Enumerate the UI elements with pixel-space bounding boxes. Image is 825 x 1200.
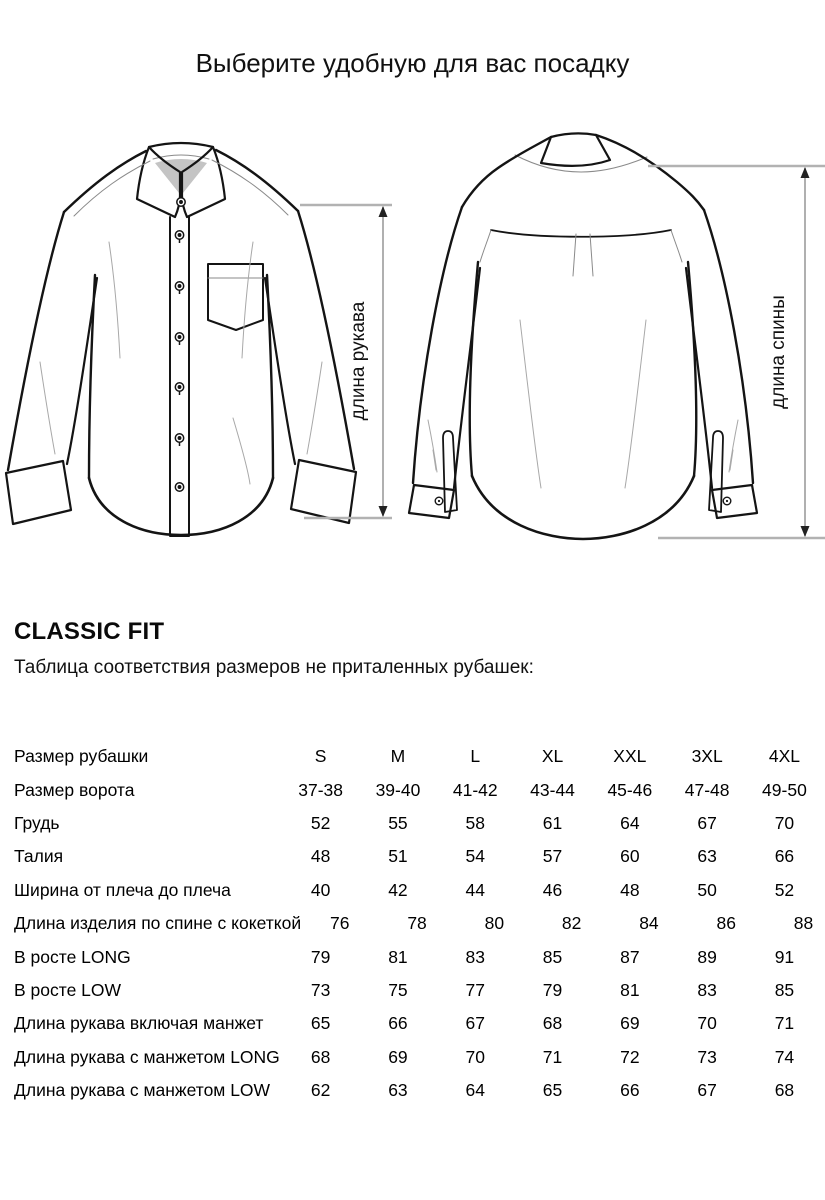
table-row [14, 840, 825, 873]
row-value: 3XL [691, 746, 723, 767]
table-row [14, 1074, 825, 1107]
sleeve-right-inner [686, 268, 712, 488]
row-value: 87 [620, 946, 640, 967]
row-value: S [314, 746, 327, 767]
row-value: 41-42 [452, 779, 498, 800]
button-hole [178, 486, 180, 488]
cuff-left [6, 461, 71, 524]
row-value: 67 [697, 812, 717, 833]
row-value: 79 [310, 946, 331, 967]
button-hole [178, 336, 180, 338]
button-hole [178, 285, 180, 287]
table-row [14, 740, 825, 773]
row-label: Длина изделия по спине с кокеткой [14, 913, 302, 934]
row-value: 83 [465, 946, 485, 967]
button-hole [726, 500, 728, 502]
table-row [14, 1007, 825, 1040]
table-row [14, 773, 825, 806]
row-value: 73 [310, 979, 331, 1000]
row-label: Длина рукава с манжетом LONG [14, 1046, 280, 1067]
table-row [14, 1041, 825, 1074]
row-label: В росте LOW [14, 979, 122, 1000]
sleeve-placket-left [443, 431, 457, 512]
row-value: 74 [774, 1046, 795, 1067]
row-value: 66 [774, 846, 795, 867]
row-value: 52 [774, 879, 795, 900]
shirt-back-body [409, 133, 757, 539]
cuff-right [291, 460, 356, 523]
row-label: Длина рукава с манжетом LOW [14, 1080, 271, 1101]
sleeve-length-measure [300, 205, 392, 518]
row-value: 37-38 [298, 779, 344, 800]
row-value: 46 [542, 879, 563, 900]
row-label: Размер ворота [14, 779, 135, 800]
row-value: 50 [697, 879, 717, 900]
crease [520, 320, 541, 488]
row-value: 84 [639, 913, 659, 934]
neckline-seam [515, 155, 647, 172]
table-caption: Таблица соответствия размеров не приталенных рубашек: [14, 657, 534, 678]
armhole-seam-left [480, 230, 491, 262]
row-value: 44 [465, 879, 485, 900]
row-value: 68 [774, 1080, 795, 1101]
sleeve-left-outer [8, 212, 64, 470]
shirt-front-body [6, 143, 356, 536]
row-label: Длина рукава включая манжет [14, 1013, 264, 1034]
back-collar [541, 133, 610, 165]
hem [472, 476, 694, 539]
page-title: Выберите удобную для вас посадку [195, 48, 630, 78]
row-value: 77 [465, 979, 485, 1000]
shoulder-right [596, 135, 704, 210]
row-value: 89 [697, 946, 717, 967]
row-value: 69 [620, 1013, 640, 1034]
row-value: 71 [774, 1013, 795, 1034]
row-value: 88 [793, 913, 814, 934]
row-value: 65 [542, 1080, 563, 1101]
sleeve-left-outer [413, 207, 462, 483]
row-label: Размер рубашки [14, 746, 149, 767]
crease [40, 362, 55, 454]
row-value: 64 [620, 812, 640, 833]
row-value: 86 [716, 913, 736, 934]
row-value: 71 [542, 1046, 563, 1067]
crease [428, 420, 437, 472]
arrowhead-down-icon [801, 526, 810, 537]
crease [233, 418, 250, 484]
sleeve-right-outer [704, 210, 753, 483]
arrowhead-up-icon [801, 167, 810, 178]
row-value: 66 [388, 1013, 408, 1034]
row-value: 79 [542, 979, 563, 1000]
row-value: 85 [542, 946, 563, 967]
arrowhead-down-icon [379, 506, 388, 517]
row-value: 68 [542, 1013, 563, 1034]
back-length-measure [648, 166, 825, 538]
sleeve-placket-right [709, 431, 723, 512]
row-value: 42 [388, 879, 408, 900]
button-hole [178, 234, 180, 236]
button-hole [438, 500, 440, 502]
button-hole [178, 437, 180, 439]
crease [625, 320, 646, 488]
row-value: 81 [620, 979, 640, 1000]
crease [307, 362, 322, 454]
row-value: 60 [620, 846, 640, 867]
row-value: 75 [388, 979, 408, 1000]
row-value: 83 [697, 979, 717, 1000]
row-value: L [470, 746, 481, 767]
row-label: Талия [14, 846, 64, 867]
row-value: 76 [330, 913, 350, 934]
cuff-right [712, 485, 757, 518]
row-value: 70 [697, 1013, 717, 1034]
row-value: 67 [465, 1013, 485, 1034]
row-label: Ширина от плеча до плеча [14, 879, 231, 900]
row-label: Грудь [14, 812, 60, 833]
size-table [14, 740, 825, 1107]
row-value: 51 [388, 846, 408, 867]
row-value: 54 [465, 846, 485, 867]
row-value: 66 [620, 1080, 640, 1101]
fit-heading: CLASSIC FIT [14, 618, 165, 645]
shirt-diagrams [0, 120, 825, 600]
shoulder-left [462, 137, 551, 207]
row-value: 52 [310, 812, 331, 833]
row-value: 85 [774, 979, 795, 1000]
row-value: 63 [697, 846, 717, 867]
row-value: 43-44 [530, 779, 575, 800]
row-value: 91 [774, 946, 795, 967]
row-value: 80 [484, 913, 505, 934]
table-row [14, 974, 825, 1007]
row-value: 78 [407, 913, 427, 934]
row-value: 62 [310, 1080, 331, 1101]
row-value: 69 [388, 1046, 408, 1067]
row-label: В росте LONG [14, 946, 131, 967]
table-row [14, 940, 825, 973]
cuff-left [409, 485, 454, 518]
button-hole [178, 386, 180, 388]
row-value: 58 [465, 812, 485, 833]
row-value: 40 [310, 879, 331, 900]
row-value: 68 [310, 1046, 331, 1067]
row-value: 57 [542, 846, 563, 867]
row-value: 73 [697, 1046, 717, 1067]
row-value: 55 [388, 812, 408, 833]
shirt-back-drawing [400, 120, 825, 600]
arrowhead-up-icon [379, 206, 388, 217]
row-value: 67 [697, 1080, 717, 1101]
row-value: 63 [388, 1080, 408, 1101]
row-value: 47-48 [684, 779, 730, 800]
shoulder-left [64, 151, 146, 212]
crease [729, 420, 738, 472]
buttons [175, 198, 185, 491]
shirt-front-drawing [0, 120, 400, 600]
row-value: 45-46 [607, 779, 653, 800]
row-value: 61 [542, 812, 563, 833]
row-value: 48 [620, 879, 640, 900]
crease [109, 242, 120, 358]
row-value: 64 [465, 1080, 485, 1101]
row-value: 82 [561, 913, 582, 934]
row-value: 49-50 [762, 779, 807, 800]
back-length-label: длина спины [768, 295, 789, 409]
button-hole [180, 201, 182, 203]
row-value: 70 [774, 812, 795, 833]
shoulder-right [216, 150, 298, 211]
sleeve-right-outer [298, 211, 354, 469]
collar-back-edge [149, 143, 213, 147]
row-value: XL [541, 746, 564, 767]
armhole-seam-right [671, 230, 682, 262]
row-value: 48 [310, 846, 331, 867]
row-value: 39-40 [375, 779, 421, 800]
sleeve-length-label: длина рукава [348, 301, 369, 421]
yoke-seam [491, 230, 671, 237]
row-value: 65 [310, 1013, 331, 1034]
row-value: XXL [613, 746, 647, 767]
chest-pocket [208, 264, 263, 330]
back-pleats [573, 234, 593, 276]
row-value: 81 [388, 946, 408, 967]
crease [242, 242, 253, 358]
row-value: 72 [620, 1046, 640, 1067]
row-value: 70 [465, 1046, 485, 1067]
row-value: M [390, 746, 406, 767]
table-row [14, 874, 825, 907]
sleeve-left-inner [454, 268, 480, 488]
row-value: 4XL [768, 746, 800, 767]
table-row [14, 907, 825, 940]
table-row [14, 807, 825, 840]
